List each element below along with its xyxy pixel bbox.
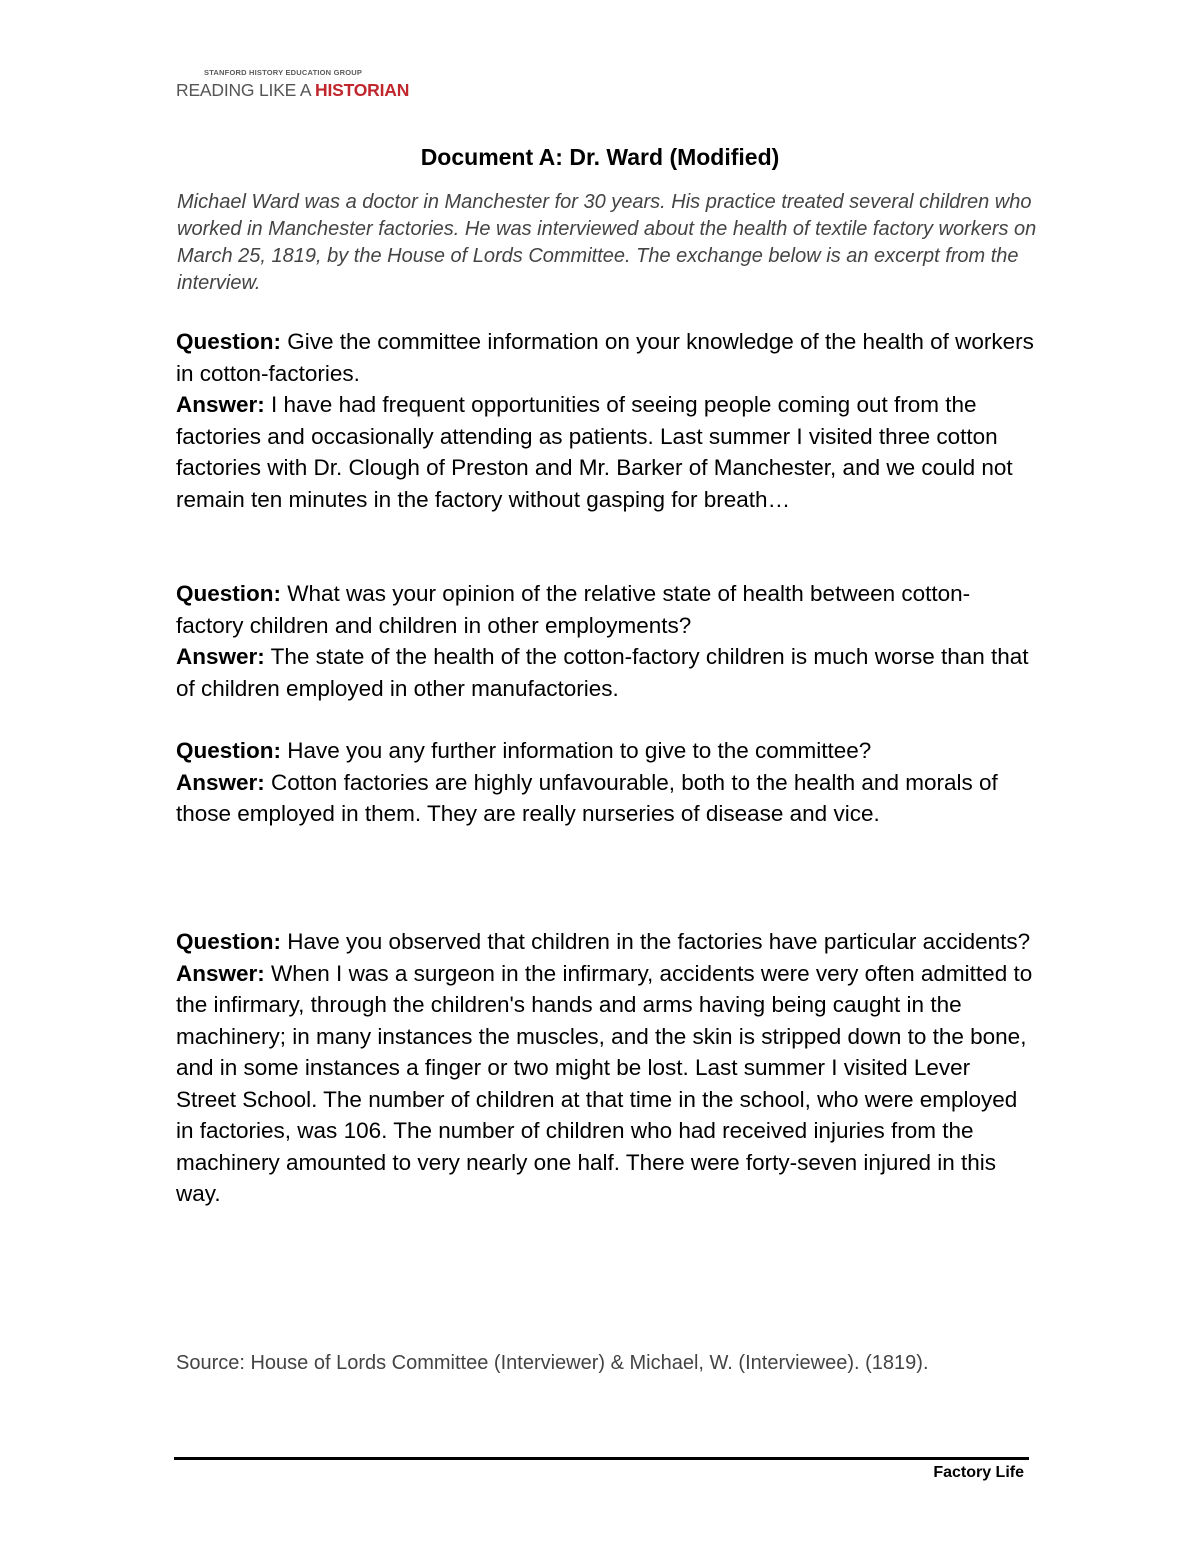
logo-title — [176, 80, 410, 100]
answer-text: I have had frequent opportunities of seeing people coming out from the factories and occasionally attending as patients. Last summer I visited three cotton factories with Dr. Clough of Preston and Mr. Barker of Manchester, and we could not remain ten minutes in the factory without gasping for breath… — [176, 392, 1013, 512]
document-title: Document A: Dr. Ward (Modified) — [420, 144, 780, 170]
logo-title-part2a: HIST — [315, 80, 354, 100]
qa-block — [176, 578, 1036, 704]
footer-divider — [174, 1457, 1029, 1460]
logo-title-part1: READING LIKE A — [176, 80, 315, 100]
qa-block — [176, 735, 1036, 830]
answer-label: Answer: — [176, 769, 265, 795]
reading-like-a-historian-logo — [176, 68, 410, 100]
question — [176, 326, 1036, 389]
qa-block — [176, 926, 1036, 1210]
answer-label: Answer: — [176, 392, 265, 417]
question-text: Have you observed that children in the factories have particular accidents? — [281, 929, 1031, 954]
question-label: Question: — [176, 738, 281, 763]
question-label: Question: — [176, 329, 281, 354]
question-text: Give the committee information on your knowledge of the health of workers in cotton-factories. — [176, 329, 1034, 386]
document-intro: Michael Ward was a doctor in Manchester for 30 years. His practice treated several children who worked in Manchester factories. He was interviewed about the health of textile factory workers on March 25, 1819, by the House of Lords Committee. The exchange below is an excerpt from the interview. — [177, 191, 1037, 294]
answer-text: Cotton factories are highly unfavourable, both to the health and morals of those employed in them. They are really nurseries of disease and vice. — [176, 769, 998, 826]
question — [176, 735, 1036, 767]
qa-block — [176, 326, 1036, 515]
answer — [176, 958, 1036, 1210]
question-text: Have you any further information to give to the committee? — [281, 738, 872, 763]
logo-title-part2c: RIAN — [367, 80, 410, 100]
question-label: Question: — [176, 929, 281, 954]
logo-org-name: STANFORD HISTORY EDUCATION GROUP — [204, 68, 363, 77]
logo-title-part2b: O — [353, 80, 368, 100]
answer-label: Answer: — [176, 644, 265, 669]
source-citation: Source: House of Lords Committee (Interviewer) & Michael, W. (Interviewee). (1819). — [176, 1352, 929, 1374]
footer-label: Factory Life — [933, 1464, 1024, 1481]
question-text: What was your opinion of the relative state of health between cotton-factory children and children in other employments? — [176, 581, 971, 638]
answer — [176, 641, 1036, 704]
question-label: Question: — [176, 581, 281, 606]
answer — [176, 389, 1036, 515]
answer-text: When I was a surgeon in the infirmary, accidents were very often admitted to the infirmary, through the children's hands and arms having being caught in the machinery; in many instances the muscles, and the skin is stripped down to the bone, and in some instances a finger or two might be lost. Last summer I visited Lever Street School. The number of children at that time in the school, who were employed in factories, was 106. The number of children who had received injuries from the machinery amounted to very nearly one half. There were forty-seven injured in this way. — [176, 960, 1033, 1206]
answer-label: Answer: — [176, 960, 265, 986]
question — [176, 578, 1036, 641]
question — [176, 926, 1036, 958]
answer-text: The state of the health of the cotton-factory children is much worse than that of children employed in other manufactories. — [176, 644, 1029, 701]
answer — [176, 767, 1036, 830]
